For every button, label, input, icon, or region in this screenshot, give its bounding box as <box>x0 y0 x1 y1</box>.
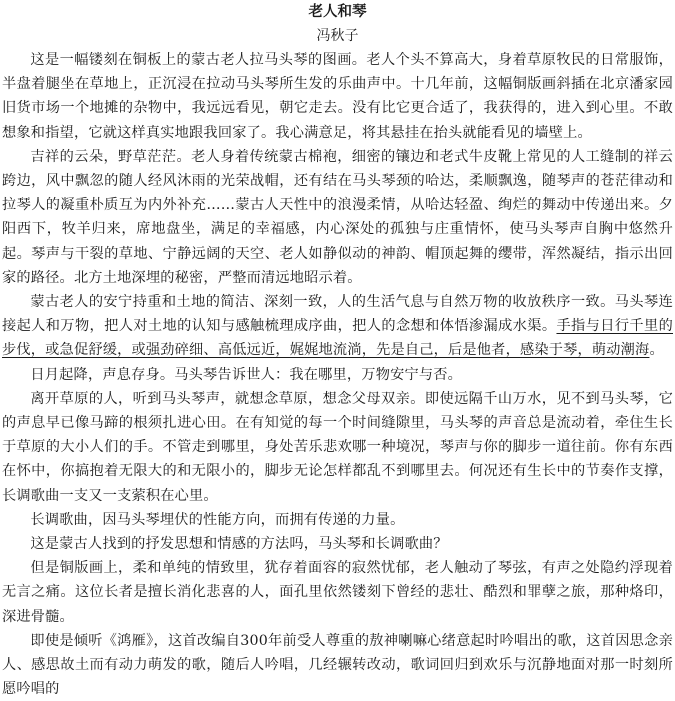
paragraph-4: 日月起降，声息存身。马头琴告诉世人：我在哪里，万物安宁与否。 <box>30 366 463 383</box>
paragraph-3-text: 蒙古老人的安宁持重和土地的简洁、深刻一致，人的生活气息与自然万物的收放秩序一致。马头琴连接起人和万物，把人对土地的认知与感触梳理成序曲，把人的念想和体悟渗漏成水渠。 <box>2 294 673 335</box>
article-title: 老人和琴 <box>308 3 367 20</box>
paragraph-7: 这是蒙古人找到的抒发思想和情感的方法吗，马头琴和长调歌曲？ <box>30 536 448 553</box>
paragraph-3 <box>2 290 673 363</box>
paragraph-2: 吉祥的云朵，野草茫茫。老人身着传统蒙古棉袍，细密的镶边和老式牛皮靴上常见的人工缝制的祥云跨边，风中飘忽的随人经风沐雨的光荣战帽，还有结在马头琴颈的哈达，柔顺飘逸，随琴声的苍茫律动和拉琴人的凝重朴质互为内外补充……蒙古人天性中的浪漫柔情，从哈达轻盈、绚烂的舞动中传递出来。夕阳西下，牧羊归来，席地盘坐，满足的幸福感，内心深处的孤独与庄重情怀，使马头琴声自胸中悠然升起。琴声与干裂的草地、宁静远阔的天空、老人如静似动的神韵、帽顶起舞的缨带，浑然凝结，指示出回家的路径。北方土地深埋的秘密，严整而清远地昭示着。 <box>2 148 673 286</box>
paragraph-8: 但是铜版画上，柔和单纯的情致里，犹存着面容的寂然忧郁，老人触动了琴弦，有声之处隐约浮现着无言之痛。这位长者是擅长消化悲喜的人，面孔里依然镂刻下曾经的悲壮、酷烈和罪孽之旅，那种烙印，深进骨髓。 <box>2 560 673 625</box>
underlined-passage: 手指与日行千里的步伐，或急促舒缓，或强劲碎细、高低远近，娓娓地流淌，先是自己，后是他者，感染于琴，萌动潮海 <box>2 318 673 359</box>
paragraph-1: 这是一幅镂刻在铜板上的蒙古老人拉马头琴的图画。老人个头不算高大，身着草原牧民的日常服饰，半盘着腿坐在草地上，正沉浸在拉动马头琴所生发的乐曲声中。十几年前，这幅铜版画斜插在北京潘家园旧货市场一个地摊的杂物中，我远远看见，朝它走去。没有比它更合适了，我获得的，进入到心里。不敢想象和指望，它就这样真实地跟我回家了。我心满意足，将其悬挂在抬头就能看见的墙壁上。 <box>2 52 673 141</box>
paragraph-3-tail: 。 <box>649 342 664 359</box>
paragraph-6: 长调歌曲，因马头琴埋伏的性能方向，而拥有传递的力量。 <box>30 511 405 528</box>
paragraph-9: 即使是倾听《鸿雁》，这首改编自300年前受人尊重的敖神喇嘛心绪意起时吟唱出的歌，这首因思念亲人、感思故土而有动力萌发的歌，随后人吟唱，几经辗转改动，歌词回归到欢乐与沉静地面对那一时刻所愿吟唱的 <box>2 632 673 698</box>
author-name: 冯秋子 <box>316 28 359 44</box>
paragraph-5: 离开草原的人，听到马头琴声，就想念草原，想念父母双亲。即使远隔千山万水，见不到马头琴，它的声息早已像马蹄的根须扎进心田。在有知觉的每一个时间缝隙里，马头琴的声音总是流动着，牵住生长于草原的大小人们的手。不管走到哪里，身处苦乐悲欢哪一种境况，琴声与你的脚步一道往前。你有东西在怀中，你搞抱着无限大的和无限小的，脚步无论怎样都乱不到哪里去。何况还有生长中的节奏作支撑，长调歌曲一支又一支萦积在心里。 <box>2 390 673 504</box>
